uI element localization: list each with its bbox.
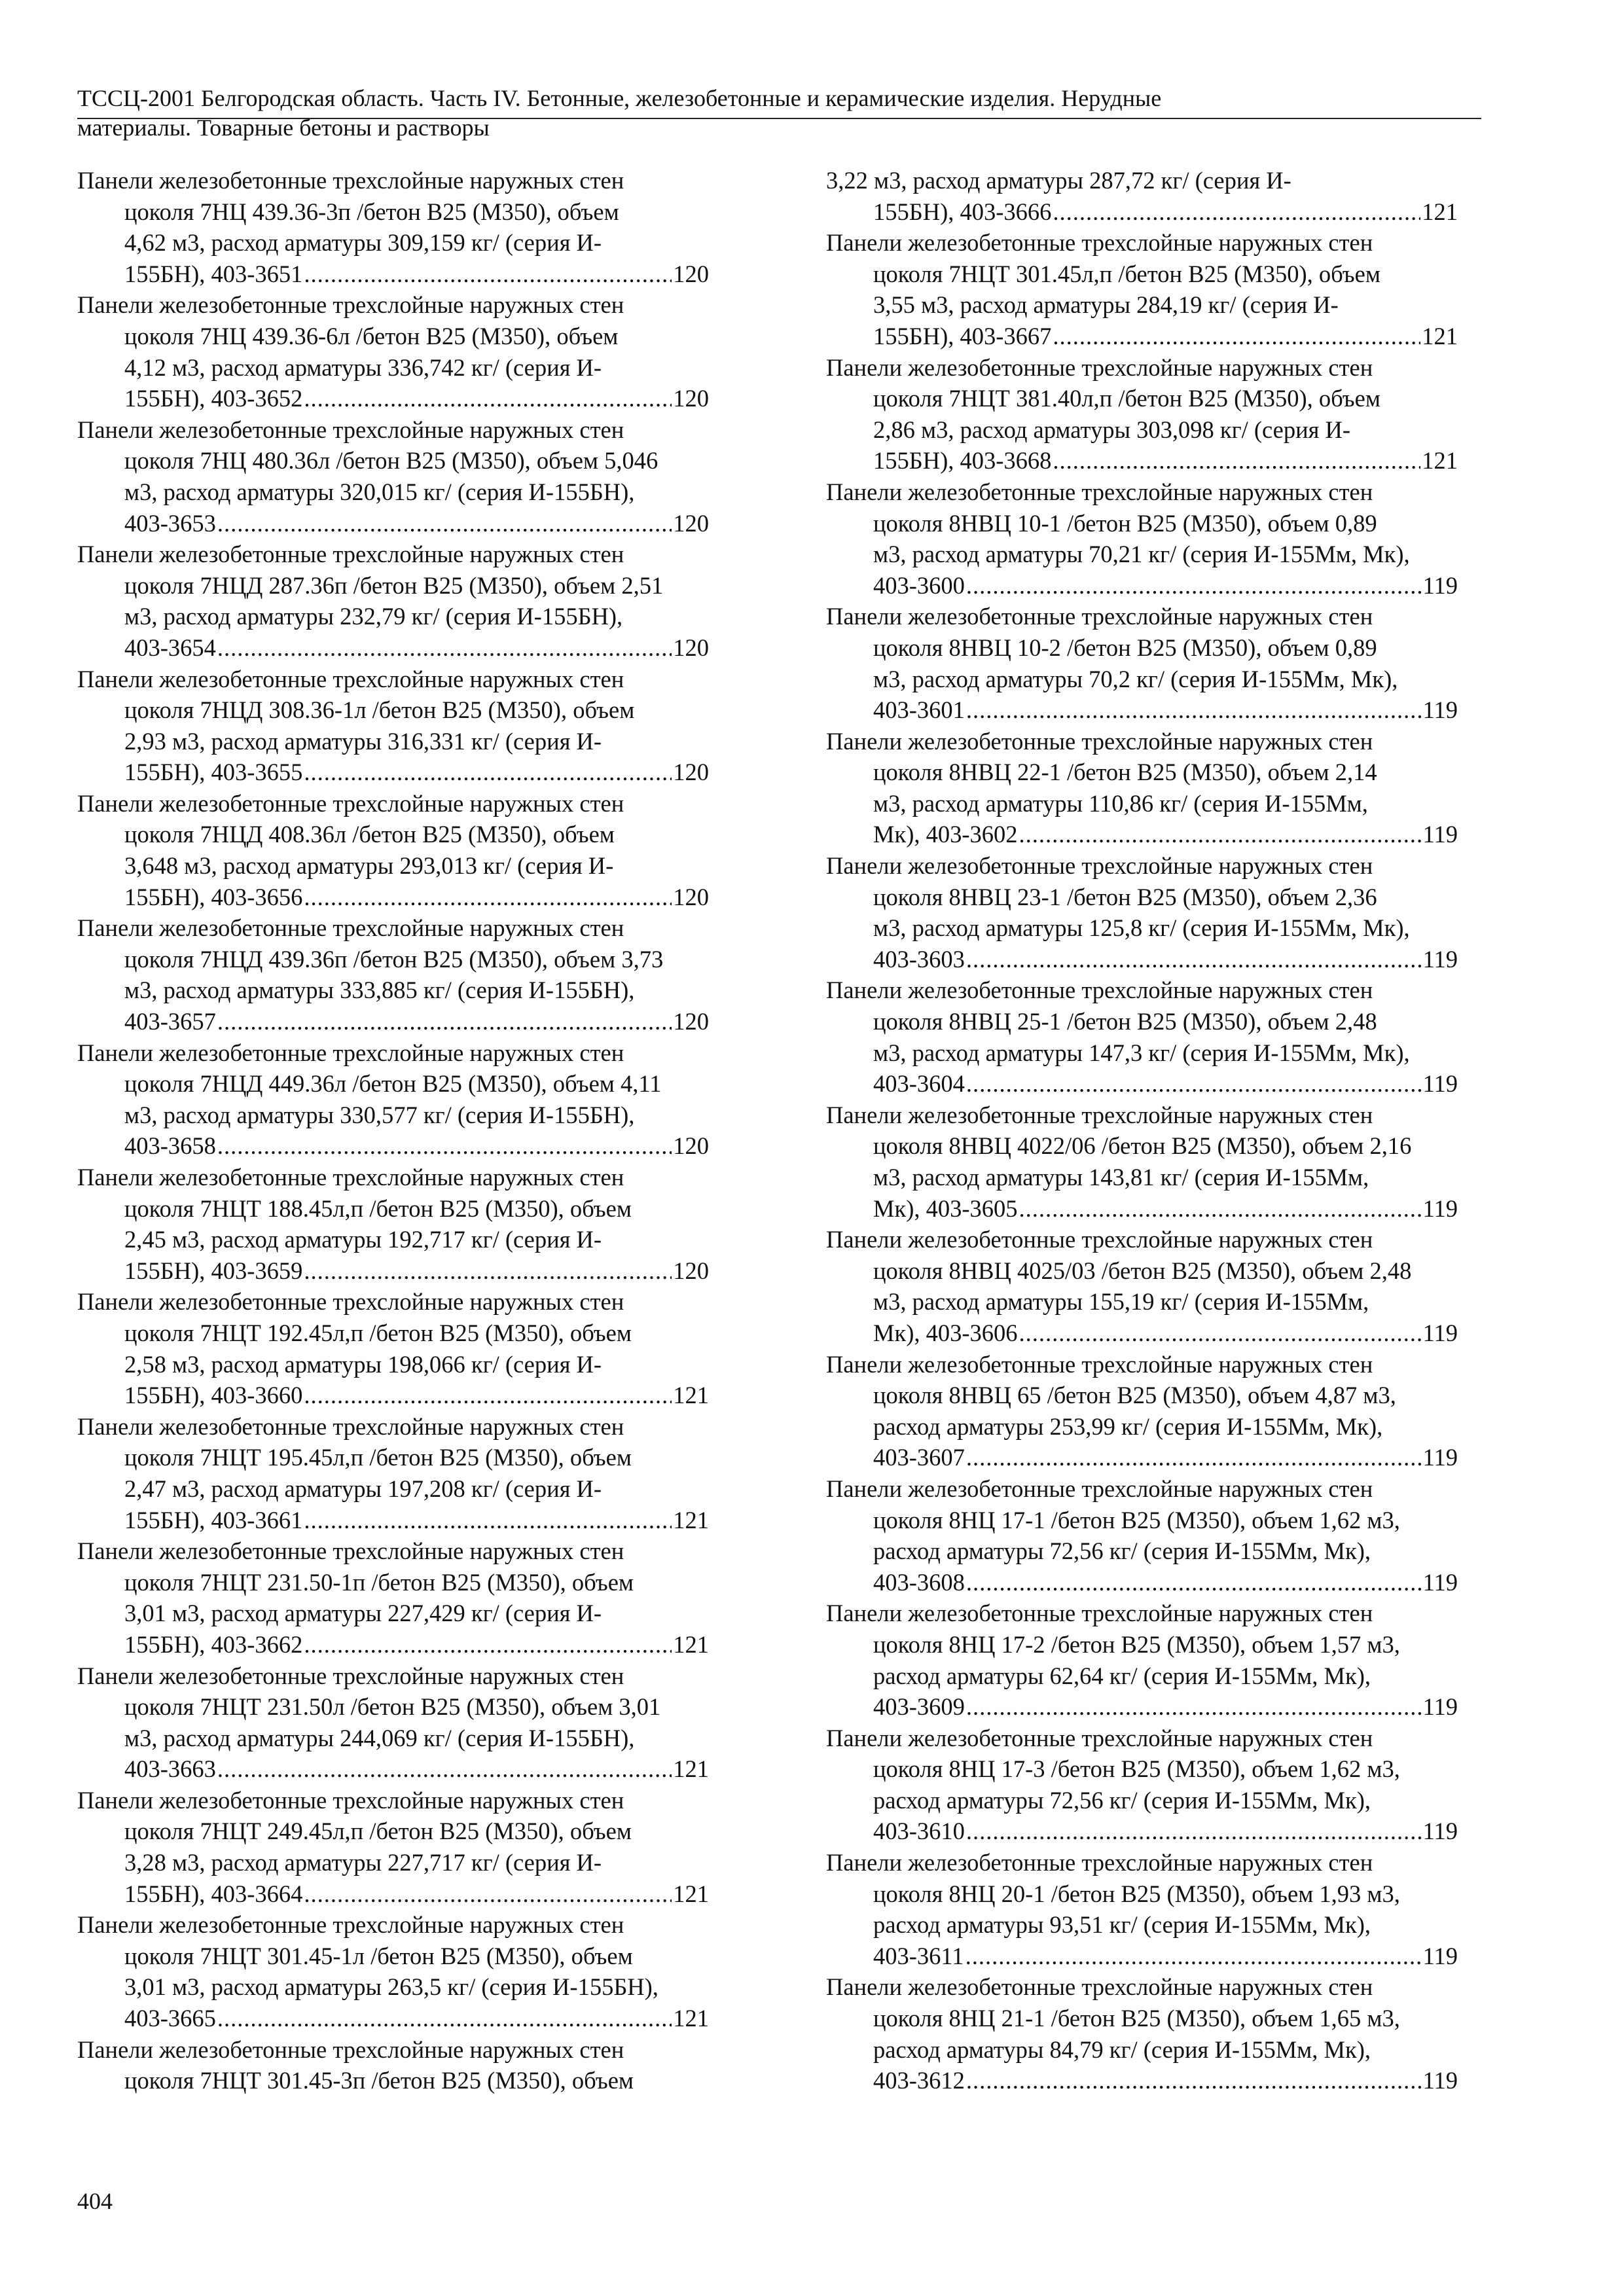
index-entry-line: м3, расход арматуры 147,3 кг/ (серия И-155Мм, Мк), bbox=[873, 1039, 1410, 1066]
index-entry-line: 3,01 м3, расход арматуры 227,429 кг/ (серия И- bbox=[124, 1600, 602, 1627]
index-entry-code: 155БН), 403-3661 bbox=[124, 1506, 303, 1534]
index-entry-line: 2,93 м3, расход арматуры 316,331 кг/ (серия И- bbox=[124, 727, 602, 755]
dot-leader bbox=[304, 1629, 672, 1660]
index-entry-line: цоколя 7НЦД 308.36-1л /бетон В25 (М350), объем bbox=[124, 696, 635, 724]
index-entry-text bbox=[826, 165, 1458, 196]
index-entry-reference bbox=[77, 1505, 709, 1536]
index-entry-line: Панели железобетонные трехслойные наружных стен bbox=[826, 1973, 1373, 2001]
index-entry-reference bbox=[826, 1941, 1458, 1972]
index-entry-reference bbox=[77, 383, 709, 414]
dot-leader bbox=[217, 2003, 672, 2034]
dot-leader bbox=[966, 694, 1422, 726]
index-entry-page: 120 bbox=[673, 509, 709, 537]
running-header bbox=[77, 84, 1481, 143]
index-entry-line: м3, расход арматуры 333,885 кг/ (серия И-155БН), bbox=[124, 977, 635, 1004]
index-entry-line: Панели железобетонные трехслойные наружных стен bbox=[826, 1724, 1373, 1751]
index-entry-line: цоколя 7НЦТ 381.40л,п /бетон В25 (М350), объем bbox=[873, 385, 1380, 412]
index-entry-line: 2,45 м3, расход арматуры 192,717 кг/ (серия И- bbox=[124, 1226, 602, 1253]
index-entry-line: расход арматуры 84,79 кг/ (серия И-155Мм, Мк), bbox=[873, 2036, 1371, 2063]
index-entry-text bbox=[77, 1162, 709, 1255]
index-entry-code: Мк), 403-3605 bbox=[873, 1194, 1018, 1222]
index-entry-page: 120 bbox=[673, 883, 709, 910]
index-entry-page: 119 bbox=[1422, 1319, 1458, 1346]
index-entry-reference bbox=[826, 196, 1458, 228]
index-entry-line: Панели железобетонные трехслойные наружных стен bbox=[77, 167, 624, 194]
index-entry-reference bbox=[826, 1318, 1458, 1349]
index-entry-line: м3, расход арматуры 232,79 кг/ (серия И-155БН), bbox=[124, 603, 623, 630]
dot-leader bbox=[217, 508, 672, 539]
dot-leader bbox=[1019, 819, 1422, 850]
index-entry-code: Мк), 403-3606 bbox=[873, 1319, 1018, 1346]
index-entry bbox=[826, 1971, 1458, 2096]
index-entry-text bbox=[826, 1100, 1458, 1193]
index-entry-line: цоколя 7НЦД 287.36п /бетон В25 (М350), объем 2,51 bbox=[124, 571, 664, 599]
index-entry-line: 3,28 м3, расход арматуры 227,717 кг/ (серия И- bbox=[124, 1849, 602, 1876]
index-entry-line: м3, расход арматуры 125,8 кг/ (серия И-155Мм, Мк), bbox=[873, 914, 1410, 942]
index-entry-page: 119 bbox=[1422, 1818, 1458, 1845]
index-entry-code: 155БН), 403-3659 bbox=[124, 1257, 303, 1284]
index-entry-line: цоколя 8НВЦ 4025/03 /бетон В25 (М350), объем 2,48 bbox=[873, 1257, 1412, 1284]
index-entry-page: 121 bbox=[1422, 322, 1458, 350]
dot-leader bbox=[304, 882, 672, 913]
dot-leader bbox=[217, 632, 672, 664]
index-entry-page: 119 bbox=[1422, 1693, 1458, 1721]
index-entry-line: Панели железобетонные трехслойные наружных стен bbox=[77, 1662, 624, 1689]
index-entry-line: цоколя 7НЦ 480.36л /бетон В25 (М350), объем 5,046 bbox=[124, 447, 659, 475]
index-entry-line: цоколя 8НЦ 17-3 /бетон В25 (М350), объем 1,62 м3, bbox=[873, 1755, 1400, 1783]
index-entry-page: 119 bbox=[1422, 1070, 1458, 1098]
index-entry bbox=[826, 601, 1458, 725]
index-entry-code: 403-3665 bbox=[124, 2005, 216, 2032]
index-entry-code: 403-3608 bbox=[873, 1568, 965, 1596]
dot-leader bbox=[1053, 196, 1420, 228]
index-entry-page: 119 bbox=[1422, 1194, 1458, 1222]
index-entry-line: цоколя 7НЦТ 301.45-3п /бетон В25 (М350), объем bbox=[124, 2067, 634, 2094]
index-entry bbox=[826, 1847, 1458, 1971]
index-entry bbox=[77, 539, 709, 663]
index-entry-line: Панели железобетонные трехслойные наружных стен bbox=[826, 727, 1373, 755]
index-entry-text bbox=[77, 912, 709, 1006]
index-entry-reference bbox=[77, 1878, 709, 1910]
index-entry-line: цоколя 7НЦД 408.36л /бетон В25 (М350), объем bbox=[124, 821, 615, 848]
index-entry-reference bbox=[826, 1816, 1458, 1847]
index-entry-code: 403-3663 bbox=[124, 1755, 216, 1783]
index-entry bbox=[826, 850, 1458, 975]
index-entry-line: цоколя 8НЦ 17-1 /бетон В25 (М350), объем 1,62 м3, bbox=[873, 1506, 1400, 1534]
index-entry-code: 155БН), 403-3666 bbox=[873, 198, 1052, 225]
dot-leader bbox=[304, 1878, 672, 1910]
index-entry bbox=[77, 1660, 709, 1785]
index-entry-text bbox=[826, 352, 1458, 446]
index-entry-reference bbox=[77, 757, 709, 788]
index-entry bbox=[826, 476, 1458, 601]
index-entry-reference bbox=[77, 632, 709, 664]
index-entry bbox=[826, 726, 1458, 850]
index-entry bbox=[826, 975, 1458, 1099]
index-entry-line: цоколя 7НЦ 439.36-3п /бетон В25 (М350), объем bbox=[124, 198, 619, 225]
index-entry-reference bbox=[826, 445, 1458, 476]
index-entry-reference bbox=[826, 570, 1458, 601]
index-entry bbox=[826, 1349, 1458, 1473]
index-entry-text bbox=[77, 1909, 709, 2003]
index-entry-page: 120 bbox=[673, 385, 709, 412]
index-entry-line: 4,62 м3, расход арматуры 309,159 кг/ (серия И- bbox=[124, 229, 602, 257]
dot-leader bbox=[304, 757, 672, 788]
index-entry-line: Панели железобетонные трехслойные наружных стен bbox=[77, 291, 624, 319]
index-entry-line: расход арматуры 72,56 кг/ (серия И-155Мм, Мк), bbox=[873, 1537, 1371, 1565]
index-entry-line: м3, расход арматуры 110,86 кг/ (серия И-155Мм, bbox=[873, 789, 1368, 817]
index-entry-page: 119 bbox=[1422, 945, 1458, 973]
index-entry-line: цоколя 7НЦ 439.36-6л /бетон В25 (М350), объем bbox=[124, 322, 619, 350]
index-entry bbox=[77, 1162, 709, 1286]
index-entry-line: Панели железобетонные трехслойные наружных стен bbox=[77, 1412, 624, 1440]
index-entry-code: 403-3603 bbox=[873, 945, 965, 973]
index-entry bbox=[826, 165, 1458, 227]
index-entry-line: цоколя 8НВЦ 23-1 /бетон В25 (М350), объем 2,36 bbox=[873, 883, 1377, 910]
dot-leader bbox=[966, 1691, 1422, 1723]
index-entry-page: 119 bbox=[1422, 696, 1458, 724]
index-entry-page: 121 bbox=[673, 1755, 709, 1783]
index-entry-page: 120 bbox=[673, 759, 709, 786]
index-entry-line: 3,22 м3, расход арматуры 287,72 кг/ (серия И- bbox=[826, 167, 1291, 194]
index-entry-page: 121 bbox=[673, 1382, 709, 1409]
index-entry-code: 155БН), 403-3651 bbox=[124, 260, 303, 287]
index-entry-line: цоколя 8НВЦ 10-2 /бетон В25 (М350), объем 0,89 bbox=[873, 634, 1377, 661]
index-entry bbox=[77, 912, 709, 1037]
index-entry-reference bbox=[826, 2065, 1458, 2096]
index-entry-reference bbox=[826, 1068, 1458, 1100]
index-entry-reference bbox=[826, 694, 1458, 726]
index-entry-text bbox=[77, 1535, 709, 1629]
index-entry-text bbox=[826, 1723, 1458, 1816]
index-entry bbox=[77, 414, 709, 539]
page-number: 404 bbox=[77, 2188, 113, 2214]
index-entry-page: 121 bbox=[673, 1880, 709, 1907]
index-entry-text bbox=[826, 601, 1458, 694]
index-entry-line: цоколя 7НЦТ 231.50-1п /бетон В25 (М350), объем bbox=[124, 1568, 634, 1596]
index-entry-code: 403-3654 bbox=[124, 634, 216, 661]
index-entry-text bbox=[77, 2034, 709, 2096]
index-entry-reference bbox=[77, 1629, 709, 1660]
index-entry bbox=[77, 664, 709, 788]
index-entry-page: 120 bbox=[673, 1008, 709, 1035]
index-entry-reference bbox=[826, 944, 1458, 975]
index-entry-line: Панели железобетонные трехслойные наружных стен bbox=[77, 1786, 624, 1814]
index-entry bbox=[77, 1535, 709, 1660]
index-entry-reference bbox=[826, 321, 1458, 352]
index-entry-page: 119 bbox=[1422, 1568, 1458, 1596]
index-entry bbox=[77, 2034, 709, 2096]
index-entry-code: 403-3612 bbox=[873, 2067, 965, 2094]
index-entry-code: 155БН), 403-3660 bbox=[124, 1382, 303, 1409]
index-entry-code: 403-3658 bbox=[124, 1132, 216, 1160]
index-entry bbox=[826, 1473, 1458, 1598]
index-entry-page: 121 bbox=[1422, 198, 1458, 225]
index-entry-line: цоколя 7НЦТ 249.45л,п /бетон В25 (М350), объем bbox=[124, 1818, 632, 1845]
index-entry-line: Панели железобетонные трехслойные наружных стен bbox=[77, 789, 624, 817]
index-entry bbox=[826, 1723, 1458, 1847]
index-entry-line: цоколя 8НВЦ 10-1 /бетон В25 (М350), объем 0,89 bbox=[873, 509, 1377, 537]
index-entry-code: 155БН), 403-3652 bbox=[124, 385, 303, 412]
dot-leader bbox=[965, 1941, 1422, 1972]
index-entry-text bbox=[77, 664, 709, 757]
index-entry-code: 155БН), 403-3668 bbox=[873, 447, 1052, 475]
index-entry-line: Панели железобетонные трехслойные наружных стен bbox=[826, 1849, 1373, 1876]
dot-leader bbox=[217, 1006, 672, 1037]
index-entry-page: 120 bbox=[673, 1132, 709, 1160]
dot-leader bbox=[1053, 445, 1420, 476]
index-entry-line: Панели железобетонные трехслойные наружных стен bbox=[77, 1288, 624, 1316]
index-entry-reference bbox=[826, 819, 1458, 850]
dot-leader bbox=[966, 2065, 1422, 2096]
dot-leader bbox=[966, 944, 1422, 975]
index-entry-line: цоколя 8НВЦ 25-1 /бетон В25 (М350), объем 2,48 bbox=[873, 1008, 1377, 1035]
dot-leader bbox=[304, 1505, 672, 1536]
index-entry-line: цоколя 7НЦТ 188.45л,п /бетон В25 (М350), объем bbox=[124, 1194, 632, 1222]
index-entry-text bbox=[826, 1349, 1458, 1443]
index-entry-line: м3, расход арматуры 244,069 кг/ (серия И-155БН), bbox=[124, 1724, 635, 1751]
index-entry-line: 2,47 м3, расход арматуры 197,208 кг/ (серия И- bbox=[124, 1475, 602, 1502]
index-entry-reference bbox=[77, 1130, 709, 1162]
index-entry bbox=[77, 1286, 709, 1410]
index-entry-reference bbox=[826, 1691, 1458, 1723]
index-entry-code: 403-3600 bbox=[873, 571, 965, 599]
index-entry-text bbox=[77, 1660, 709, 1754]
index-entry-line: цоколя 7НЦТ 195.45л,п /бетон В25 (М350), объем bbox=[124, 1444, 632, 1471]
index-entry bbox=[77, 165, 709, 289]
index-entry-reference bbox=[77, 1255, 709, 1287]
index-entry-page: 121 bbox=[673, 1506, 709, 1534]
index-entry-code: 403-3609 bbox=[873, 1693, 965, 1721]
index-entry-reference bbox=[826, 1567, 1458, 1598]
index-entry-line: расход арматуры 62,64 кг/ (серия И-155Мм, Мк), bbox=[873, 1662, 1371, 1689]
index-entry-line: Панели железобетонные трехслойные наружных стен bbox=[826, 229, 1373, 257]
index-entry-line: цоколя 7НЦТ 301.45-1л /бетон В25 (М350), объем bbox=[124, 1942, 633, 1969]
header-rule bbox=[77, 118, 1481, 119]
index-entry-page: 121 bbox=[1422, 447, 1458, 475]
index-entry bbox=[826, 227, 1458, 351]
index-entry-page: 120 bbox=[673, 1257, 709, 1284]
index-entry-text bbox=[77, 165, 709, 259]
index-entry-page: 119 bbox=[1422, 2067, 1458, 2094]
dot-leader bbox=[217, 1753, 672, 1785]
index-entry-line: Панели железобетонные трехслойные наружных стен bbox=[77, 541, 624, 568]
index-entry-code: 403-3610 bbox=[873, 1818, 965, 1845]
index-entry-page: 120 bbox=[673, 634, 709, 661]
index-entry-code: Мк), 403-3602 bbox=[873, 821, 1018, 848]
index-entry bbox=[77, 289, 709, 414]
index-entry-line: расход арматуры 93,51 кг/ (серия И-155Мм, Мк), bbox=[873, 1911, 1371, 1939]
index-entry-reference bbox=[77, 2003, 709, 2034]
index-entry-code: 155БН), 403-3667 bbox=[873, 322, 1052, 350]
index-entry-text bbox=[826, 1847, 1458, 1941]
index-entry bbox=[77, 1785, 709, 1909]
index-entry-line: м3, расход арматуры 320,015 кг/ (серия И-155БН), bbox=[124, 478, 635, 505]
index-entry-reference bbox=[77, 1380, 709, 1411]
index-entry-line: цоколя 8НЦ 17-2 /бетон В25 (М350), объем 1,57 м3, bbox=[873, 1630, 1400, 1658]
index-entry-line: цоколя 7НЦД 449.36л /бетон В25 (М350), объем 4,11 bbox=[124, 1070, 662, 1098]
dot-leader bbox=[304, 1255, 672, 1287]
index-entry-line: 3,55 м3, расход арматуры 284,19 кг/ (серия И- bbox=[873, 291, 1339, 319]
index-entry-line: цоколя 8НВЦ 65 /бетон В25 (М350), объем 4,87 м3, bbox=[873, 1382, 1396, 1409]
dot-leader bbox=[966, 1567, 1422, 1598]
index-entry-line: м3, расход арматуры 70,2 кг/ (серия И-155Мм, Мк), bbox=[873, 665, 1398, 692]
index-entry-reference bbox=[77, 1753, 709, 1785]
index-entry-line: Панели железобетонные трехслойные наружных стен bbox=[77, 2036, 624, 2063]
index-entry-code: 403-3653 bbox=[124, 509, 216, 537]
index-entry-reference bbox=[826, 1193, 1458, 1225]
index-entry-line: м3, расход арматуры 155,19 кг/ (серия И-155Мм, bbox=[873, 1288, 1369, 1316]
dot-leader bbox=[304, 383, 672, 414]
index-entry-code: 403-3611 bbox=[873, 1942, 964, 1969]
index-entry-text bbox=[77, 1785, 709, 1878]
dot-leader bbox=[966, 1442, 1422, 1473]
index-entry-line: цоколя 7НЦД 439.36п /бетон В25 (М350), объем 3,73 bbox=[124, 945, 664, 973]
index-column-left bbox=[77, 165, 709, 2096]
index-entry-text bbox=[826, 850, 1458, 944]
index-entry-page: 119 bbox=[1422, 1942, 1458, 1969]
index-entry-line: Панели железобетонные трехслойные наружных стен bbox=[77, 914, 624, 942]
running-header-line-1: ТССЦ-2001 Белгородская область. Часть IV. Бетонные, железобетонные и керамические изделия. Нерудные bbox=[77, 85, 1162, 111]
index-entry-line: Панели железобетонные трехслойные наружных стен bbox=[826, 1600, 1373, 1627]
index-entry-line: цоколя 8НВЦ 22-1 /бетон В25 (М350), объем 2,14 bbox=[873, 759, 1377, 786]
index-entry-line: 2,58 м3, расход арматуры 198,066 кг/ (серия И- bbox=[124, 1350, 602, 1378]
index-entry bbox=[826, 1598, 1458, 1722]
index-entry-reference bbox=[77, 508, 709, 539]
index-entry bbox=[77, 1909, 709, 2034]
index-entry-text bbox=[826, 476, 1458, 570]
index-entry-reference bbox=[77, 1006, 709, 1037]
index-entry-line: Панели железобетонные трехслойные наружных стен bbox=[826, 353, 1373, 381]
index-entry-line: Панели железобетонные трехслойные наружных стен bbox=[826, 1475, 1373, 1502]
index-entry-text bbox=[826, 726, 1458, 819]
dot-leader bbox=[304, 1380, 672, 1411]
index-entry-line: расход арматуры 72,56 кг/ (серия И-155Мм, Мк), bbox=[873, 1786, 1371, 1814]
index-entry-line: Панели железобетонные трехслойные наружных стен bbox=[826, 1226, 1373, 1253]
index-entry-line: цоколя 8НВЦ 4022/06 /бетон В25 (М350), объем 2,16 bbox=[873, 1132, 1412, 1160]
index-entry-line: Панели железобетонные трехслойные наружных стен bbox=[826, 852, 1373, 880]
index-entry-reference bbox=[77, 882, 709, 913]
index-entry-text bbox=[826, 1224, 1458, 1318]
index-entry-line: Панели железобетонные трехслойные наружных стен bbox=[77, 665, 624, 692]
index-entry-text bbox=[77, 1411, 709, 1505]
index-entry-line: м3, расход арматуры 143,81 кг/ (серия И-155Мм, bbox=[873, 1164, 1369, 1191]
index-entry-code: 155БН), 403-3656 bbox=[124, 883, 303, 910]
index-entry-line: Панели железобетонные трехслойные наружных стен bbox=[826, 1350, 1373, 1378]
dot-leader bbox=[1053, 321, 1420, 352]
index-entry-page: 119 bbox=[1422, 821, 1458, 848]
index-entry-code: 403-3607 bbox=[873, 1444, 965, 1471]
index-entry-line: Панели железобетонные трехслойные наружных стен bbox=[77, 1537, 624, 1565]
index-entry bbox=[77, 1411, 709, 1535]
index-entry-line: м3, расход арматуры 70,21 кг/ (серия И-155Мм, Мк), bbox=[873, 541, 1410, 568]
index-entry-line: 3,01 м3, расход арматуры 263,5 кг/ (серия И-155БН), bbox=[124, 1973, 659, 2001]
index-entry bbox=[77, 788, 709, 912]
index-entry-code: 155БН), 403-3662 bbox=[124, 1630, 303, 1658]
index-entry-text bbox=[826, 1598, 1458, 1691]
index-entry bbox=[826, 1224, 1458, 1348]
index-entry-line: расход арматуры 253,99 кг/ (серия И-155Мм, Мк), bbox=[873, 1412, 1383, 1440]
index-entry-code: 403-3657 bbox=[124, 1008, 216, 1035]
index-entry-line: цоколя 8НЦ 21-1 /бетон В25 (М350), объем 1,65 м3, bbox=[873, 2005, 1400, 2032]
index-column-right bbox=[826, 165, 1458, 2096]
index-entry-line: цоколя 7НЦТ 192.45л,п /бетон В25 (М350), объем bbox=[124, 1319, 632, 1346]
dot-leader bbox=[217, 1130, 672, 1162]
index-entry bbox=[826, 1100, 1458, 1224]
index-entry-line: Панели железобетонные трехслойные наружных стен bbox=[826, 1101, 1373, 1128]
index-entry-text bbox=[77, 539, 709, 632]
index-entry bbox=[826, 352, 1458, 476]
index-entry-text bbox=[77, 1037, 709, 1131]
index-entry-page: 121 bbox=[673, 1630, 709, 1658]
index-entry-reference bbox=[77, 259, 709, 290]
index-entry-text bbox=[826, 227, 1458, 321]
dot-leader bbox=[304, 259, 672, 290]
index-entry-page: 120 bbox=[673, 260, 709, 287]
index-entry-page: 119 bbox=[1422, 1444, 1458, 1471]
index-entry-line: Панели железобетонные трехслойные наружных стен bbox=[77, 416, 624, 443]
index-entry bbox=[77, 1037, 709, 1162]
index-entry-text bbox=[77, 788, 709, 882]
dot-leader bbox=[966, 570, 1422, 601]
running-header-line-2: материалы. Товарные бетоны и растворы bbox=[77, 115, 490, 141]
index-entry-text bbox=[826, 1473, 1458, 1567]
dot-leader bbox=[1019, 1193, 1422, 1225]
index-entry-code: 403-3604 bbox=[873, 1070, 965, 1098]
dot-leader bbox=[966, 1068, 1422, 1100]
index-entry-text bbox=[77, 1286, 709, 1380]
index-entry-text bbox=[826, 975, 1458, 1068]
index-entry-line: Панели железобетонные трехслойные наружных стен bbox=[826, 478, 1373, 505]
index-entry-line: Панели железобетонные трехслойные наружных стен bbox=[77, 1164, 624, 1191]
index-entry-reference bbox=[826, 1442, 1458, 1473]
index-entry-text bbox=[826, 1971, 1458, 2065]
index-entry-line: м3, расход арматуры 330,577 кг/ (серия И-155БН), bbox=[124, 1101, 635, 1128]
dot-leader bbox=[966, 1816, 1422, 1847]
index-entry-line: Панели железобетонные трехслойные наружных стен bbox=[826, 603, 1373, 630]
index-entry-page: 119 bbox=[1422, 571, 1458, 599]
index-entry-line: Панели железобетонные трехслойные наружных стен bbox=[77, 1911, 624, 1939]
index-entry-text bbox=[77, 289, 709, 383]
index-entry-text bbox=[77, 414, 709, 508]
index-entry-line: цоколя 7НЦТ 301.45л,п /бетон В25 (М350), объем bbox=[873, 260, 1380, 287]
index-entry-page: 121 bbox=[673, 2005, 709, 2032]
index-entry-line: 2,86 м3, расход арматуры 303,098 кг/ (серия И- bbox=[873, 416, 1351, 443]
index-entry-line: цоколя 8НЦ 20-1 /бетон В25 (М350), объем 1,93 м3, bbox=[873, 1880, 1400, 1907]
index-entry-line: цоколя 7НЦТ 231.50л /бетон В25 (М350), объем 3,01 bbox=[124, 1693, 661, 1721]
dot-leader bbox=[1019, 1318, 1422, 1349]
index-entry-code: 403-3601 bbox=[873, 696, 965, 724]
index-entry-code: 155БН), 403-3664 bbox=[124, 1880, 303, 1907]
index-entry-line: Панели железобетонные трехслойные наружных стен bbox=[77, 1039, 624, 1066]
index-entry-line: 4,12 м3, расход арматуры 336,742 кг/ (серия И- bbox=[124, 353, 602, 381]
index-entry-line: 3,648 м3, расход арматуры 293,013 кг/ (серия И- bbox=[124, 852, 614, 880]
index-entry-line: Панели железобетонные трехслойные наружных стен bbox=[826, 977, 1373, 1004]
index-entry-code: 155БН), 403-3655 bbox=[124, 759, 303, 786]
